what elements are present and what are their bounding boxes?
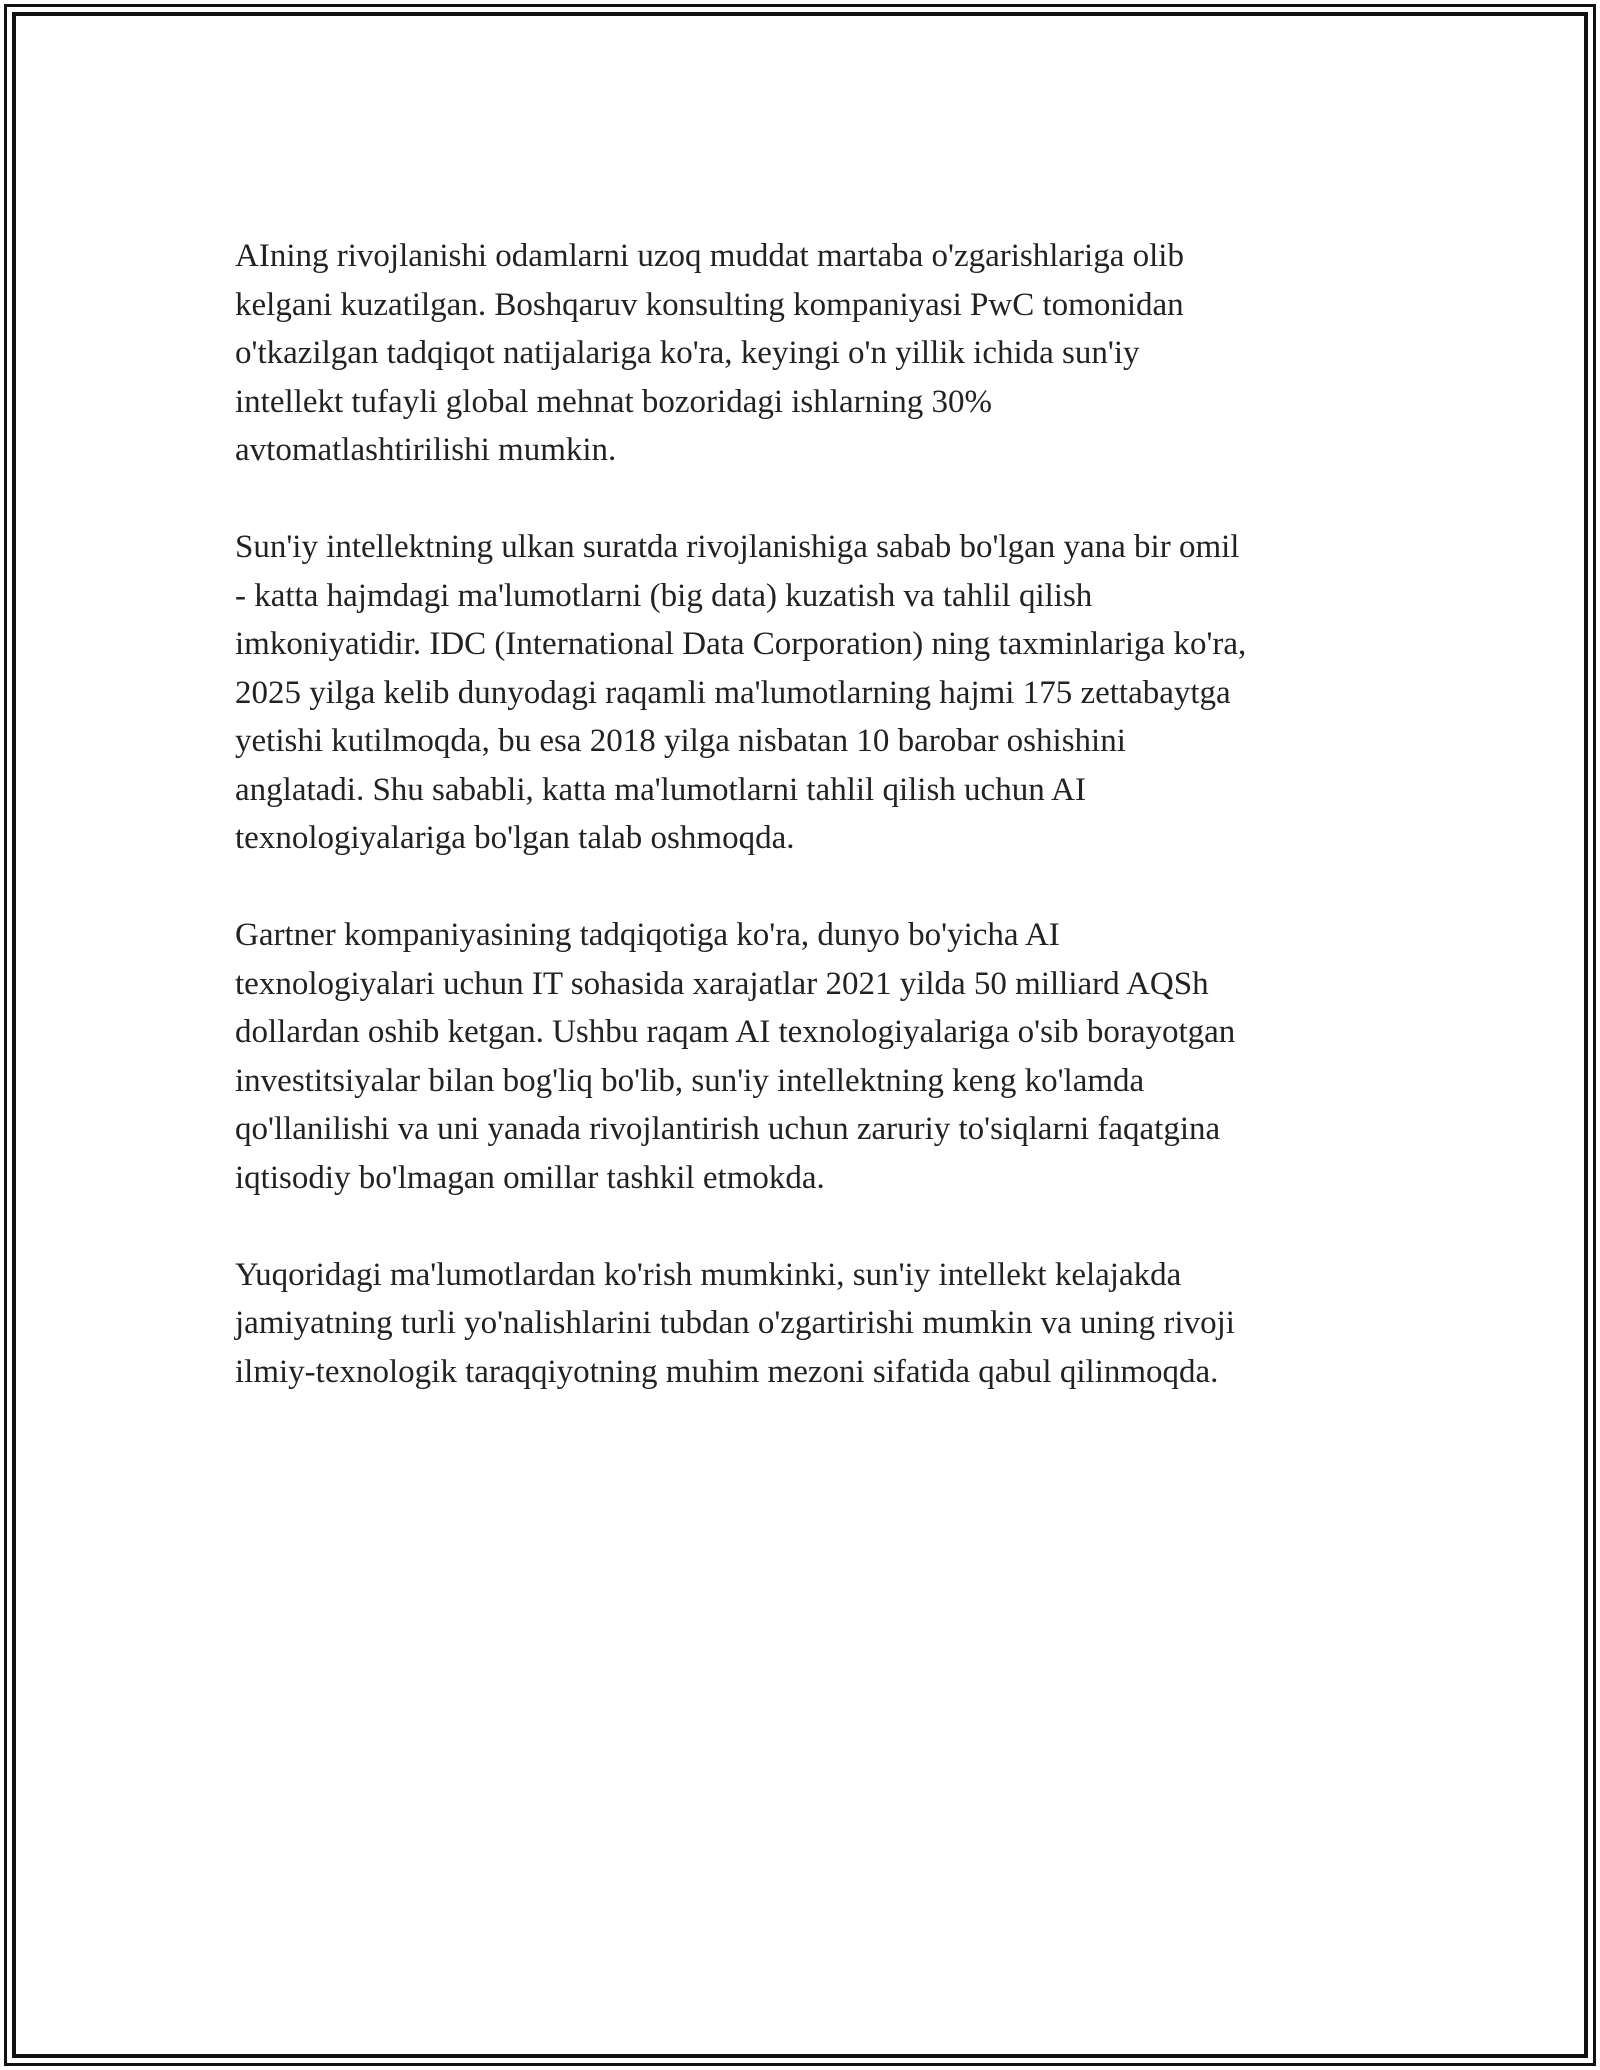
paragraph-gartner-spending: Gartner kompaniyasining tadqiqotiga ko'ra, dunyo bo'yicha AI texnologiyalari uchun IT sohasida xarajatlar 2021 yilda 50 milliard AQSh dollardan oshib ketgan. Ushbu raqam AI texnologiyalariga o'sib borayotgan investitsiyalar bilan bog'liq bo'lib, sun'iy intellektning keng ko'lamda qo'llanilishi va uni yanada rivojlantirish uchun zaruriy to'siqlarni faqatgina iqtisodiy bo'lmagan omillar tashkil etmokda. — [235, 917, 1236, 1196]
document-body — [235, 232, 1375, 1445]
paragraph-ai-career-changes: AIning rivojlanishi odamlarni uzoq muddat martaba o'zgarishlariga olib kelgani kuzatilgan. Boshqaruv konsulting kompaniyasi PwC tomonidan o'tkazilgan tadqiqot natijalariga ko'ra, keyingi o'n yillik ichida sun'iy intellekt tufayli global mehnat bozoridagi ishlarning 30% avtomatlashtirilishi mumkin. — [235, 238, 1184, 468]
paragraph-big-data: Sun'iy intellektning ulkan suratda rivojlanishiga sabab bo'lgan yana bir omil - katta hajmdagi ma'lumotlarni (big data) kuzatish va tahlil qilish imkoniyatidir. IDC (International Data Corporation) ning taxminlariga ko'ra, 2025 yilga kelib dunyodagi raqamli ma'lumotlarning hajmi 175 zettabaytga yetishi kutilmoqda, bu esa 2018 yilga nisbatan 10 barobar oshishini anglatadi. Shu sababli, katta ma'lumotlarni tahlil qilish uchun AI texnologiyalariga bo'lgan talab oshmoqda. — [235, 529, 1247, 856]
paragraph-conclusion: Yuqoridagi ma'lumotlardan ko'rish mumkinki, sun'iy intellekt kelajakda jamiyatning turli yo'nalishlarini tubdan o'zgartirishi mumkin va uning rivoji ilmiy-texnologik taraqqiyotning muhim mezoni sifatida qabul qilinmoqda. — [235, 1256, 1235, 1390]
